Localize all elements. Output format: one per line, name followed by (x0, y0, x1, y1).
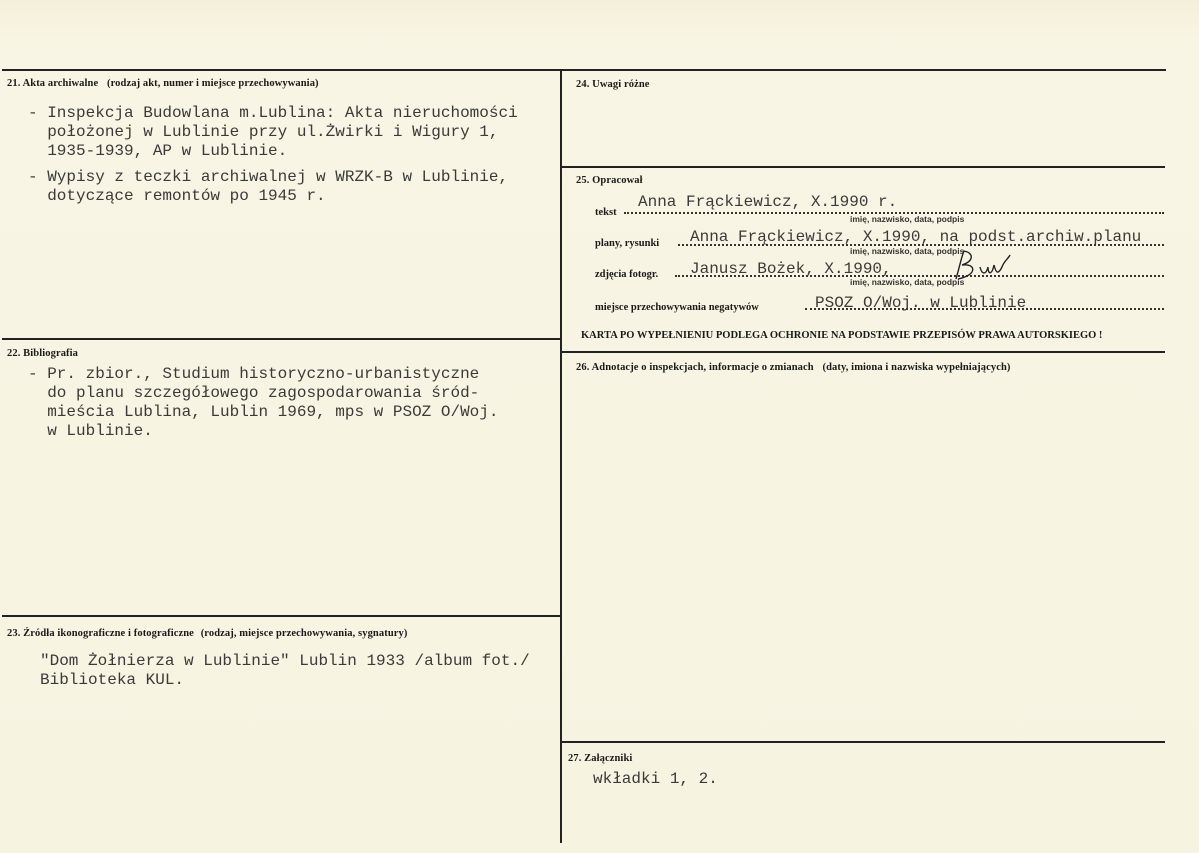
row-value-negatywy: PSOZ O/Woj. w Lublinie (815, 294, 1027, 312)
section-22-heading (7, 348, 78, 359)
section-26-title: 26. Adnotacje o inspekcjach, informacje o zmianach (576, 362, 814, 373)
row-label-negatywy: miejsce przechowywania negatywów (595, 302, 759, 313)
row-value-tekst: Anna Frąckiewicz, X.1990 r. (638, 193, 898, 211)
section-21-title: 21. Akta archiwalne (7, 78, 99, 89)
section-23-heading (7, 628, 407, 639)
signature-mark (948, 245, 1018, 285)
rule-21-22 (2, 338, 561, 340)
rule-25-26 (561, 351, 1165, 353)
section-23-title: 23. Źródła ikonograficzne i fotograficzne (7, 628, 194, 639)
section-27-text: wkładki 1, 2. (593, 770, 718, 788)
section-23-text: "Dom Żołnierza w Lublinie" Lublin 1933 /album fot./ Biblioteka KUL. (40, 652, 530, 689)
rule-22-23 (2, 615, 561, 617)
top-rule (2, 69, 1166, 71)
row-label-plany: plany, rysunki (595, 238, 660, 249)
section-26-heading (576, 362, 1011, 373)
section-22-title: 22. Bibliografia (7, 348, 79, 359)
copyright-warning: KARTA PO WYPEŁNIENIU PODLEGA OCHRONIE NA PODSTAWIE PRZEPISÓW PRAWA AUTORSKIEGO ! (581, 330, 1103, 341)
center-divider (560, 69, 562, 843)
section-24-title: 24. Uwagi różne (576, 79, 650, 90)
row-hint-tekst: imię, nazwisko, data, podpis (850, 214, 965, 224)
row-label-zdjecia: zdjęcia fotogr. (595, 269, 659, 280)
section-21-entry-2: - Wypisy z teczki archiwalnej w WRZK-B w Lublinie, dotyczące remontów po 1945 r. (28, 168, 509, 205)
row-value-zdjecia: Janusz Bożek, X.1990, (690, 260, 892, 278)
section-25-heading (576, 175, 643, 186)
section-25-title: 25. Opracował (576, 175, 643, 186)
section-21-entry-1: - Inspekcja Budowlana m.Lublina: Akta nieruchomości położonej w Lublinie przy ul.Żwirki i Wigury 1, 1935-1939, AP w Lublinie. (28, 104, 518, 160)
section-21-subtitle: (rodzaj akt, numer i miejsce przechowywania) (107, 78, 319, 89)
row-label-tekst: tekst (595, 207, 617, 218)
row-hint-zdjecia: imię, nazwisko, data, podpis (850, 277, 965, 287)
section-26-subtitle: (daty, imiona i nazwiska wypełniających) (822, 362, 1011, 373)
section-24-heading (576, 79, 650, 90)
section-21-heading (7, 78, 319, 89)
rule-26-27 (561, 741, 1165, 743)
section-27-title: 27. Załączniki (568, 753, 633, 764)
section-22-text: - Pr. zbior., Studium historyczno-urbanistyczne do planu szczegółowego zagospodarowania śród- mieścia Lublina, Lublin 1969, mps w PSOZ O/Woj. w Lublinie. (28, 365, 499, 440)
rule-24-25 (561, 166, 1165, 168)
section-27-heading (568, 753, 632, 764)
row-value-plany: Anna Frąckiewicz, X.1990, na podst.archiw.planu (690, 228, 1142, 246)
section-23-subtitle: (rodzaj, miejsce przechowywania, sygnatury) (200, 628, 408, 639)
row-hint-plany: imię, nazwisko, data, podpis (850, 246, 965, 256)
